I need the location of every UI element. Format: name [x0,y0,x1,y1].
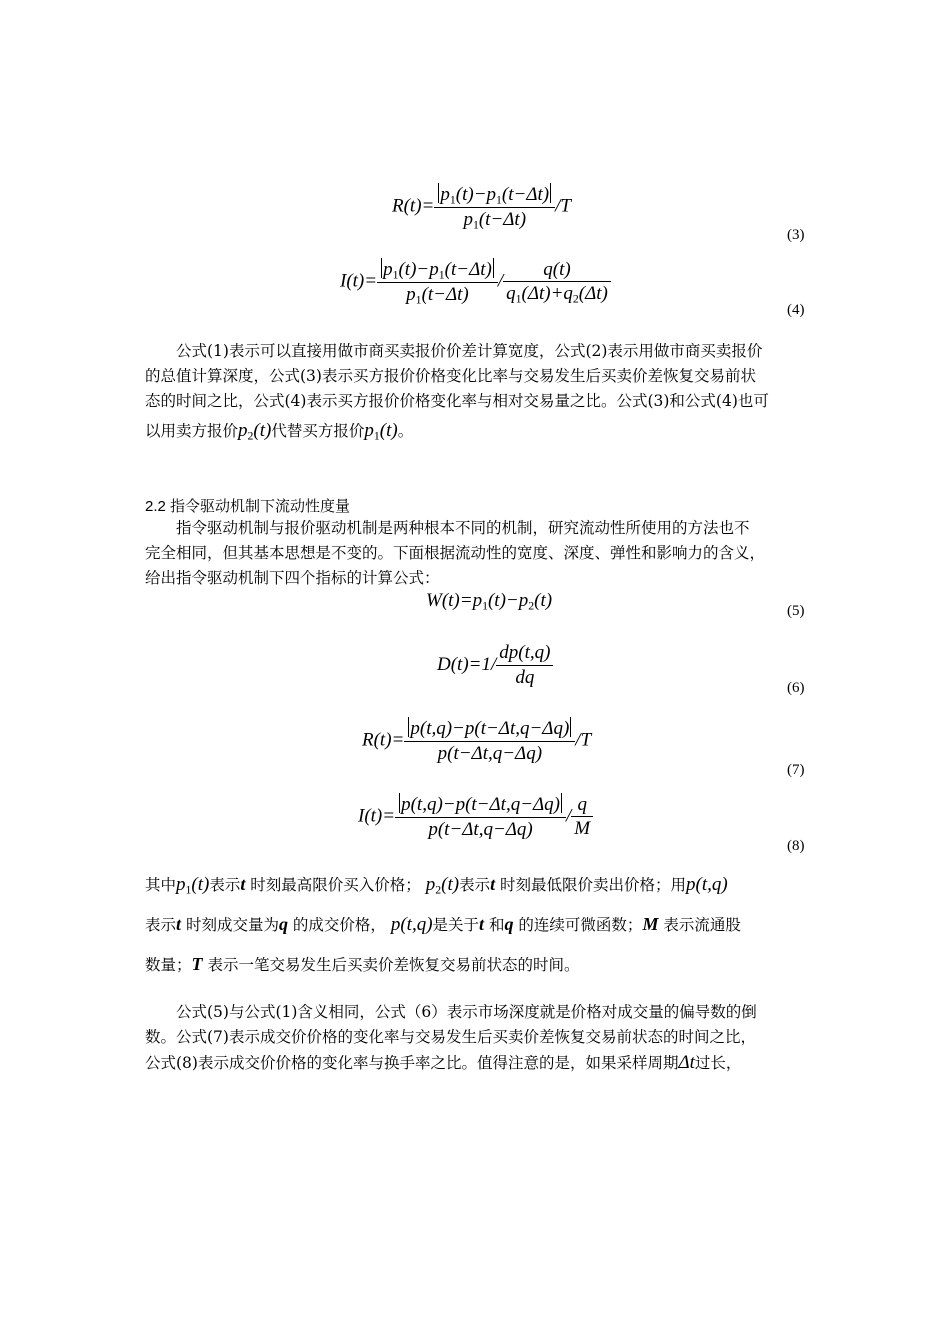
text-span: 以用卖方报价 [145,422,239,440]
equation-3: R(t)= $\frac{p_1(t)-p_1(t-\Delta t)}{p_1(t-\Delta t)}$ /T [392,184,571,232]
text-span: 表示流通股 [658,916,741,934]
equation-number-6: (6) [787,680,805,696]
inline-math-ptq: p(t,q) [390,914,433,935]
text-span: 表示 [209,876,241,894]
equation-6: D(t)=1/ $\frac{dp(t,q)}{dq}$ [437,642,553,690]
text-span: 的成交价格， [287,916,386,934]
paragraph-line: 公式(5)与公式(1)含义相同，公式（6）表示市场深度就是价格对成交量的偏导数的倒 [176,1003,757,1021]
paragraph-1 [145,339,817,444]
text-span: 和 [484,916,505,934]
paragraph-line: 指令驱动机制与报价驱动机制是两种根本不同的机制，研究流动性所使用的方法也不 [176,519,750,537]
paragraph-line: 态的时间之比，公式(4)表示买方报价价格变化率与相对交易量之比。公式(3)和公式(4)也可 [145,392,769,410]
paragraph-line: 的总值计算深度，公式(3)表示买方报价价格变化比率与交易发生后买卖价差恢复交易前状 [145,367,756,385]
inline-math-p2t: $p_2(t)$ [425,874,460,897]
text-span: 表示 [459,876,491,894]
equation-number-8: (8) [787,838,805,854]
paragraph-3 [145,1000,817,1076]
paragraph-line: 完全相同，但其基本思想是不变的。下面根据流动性的宽度、深度、弹性和影响力的含义， [145,544,766,562]
inline-math-t: t [490,874,496,894]
equation-number-7: (7) [787,762,805,778]
inline-math-p1t: $p_1(t)$ [364,420,398,443]
inline-math-M: M [642,914,659,934]
inline-math-ptq: p(t,q) [686,874,728,895]
inline-math-t: t [240,874,246,894]
text-span: 。 [397,422,414,440]
text-span: 表示 [145,916,177,934]
section-heading: 2.2 指令驱动机制下流动性度量 [145,498,351,515]
text-span: 表示一笔交易发生后买卖价差恢复交易前状态的时间。 [202,956,580,974]
paragraph-line: 公式(1)表示可以直接用做市商买卖报价价差计算宽度，公式(2)表示用做市商买卖报价 [176,342,763,360]
paragraph-line: 数。公式(7)表示成交价价格的变化率与交易发生后买卖价差恢复交易前状态的时间之比， [145,1028,756,1046]
inline-math-delta-t: Δt [678,1052,695,1073]
equation-number-4: (4) [787,302,805,318]
text-span: 代替买方报价 [271,422,365,440]
text-span: 过长， [694,1054,742,1072]
text-span: 公式(8)表示成交价价格的变化率与换手率之比。值得注意的是，如果采样周期 [145,1054,679,1072]
paragraph-line [145,418,817,444]
paragraph-2 [145,516,817,591]
paragraph-line [145,1050,817,1076]
definitions-line [145,873,817,896]
inline-math-q: q [278,914,288,934]
inline-math-q: q [504,914,514,934]
text-span: 时刻最高限价买入价格； [245,876,421,894]
inline-math-t: t [479,914,485,934]
text-span: 是关于 [432,916,480,934]
equation-number-3: (3) [787,227,805,243]
inline-math-p2t: $p_2(t)$ [238,420,272,443]
inline-math-T: T [191,954,203,974]
text-span: 数量； [145,956,192,974]
inline-math-t: t [176,914,182,934]
inline-math-p1t: $p_1(t)$ [176,874,210,897]
text-span: 时刻成交量为 [181,916,279,934]
equation-8: I(t)= $\frac{p(t,q)-p(t-\Delta t,q-\Delta q)}{p(t-\Delta t,q-\Delta q)}$ / $\frac{q}{M}$ [358,793,593,842]
definitions-line [145,953,817,976]
text-span: 的连续可微函数； [513,916,643,934]
equation-number-5: (5) [787,603,805,619]
text-span: 时刻最低限价卖出价格；用 [495,876,687,894]
equation-4: I(t)= $\frac{p_1(t)-p_1(t-\Delta t)}{p_1(t-\Delta t)}$ / $\frac{q(t)}{q_1(\Delta t)+q_2(\Delta t)}$ [340,258,611,307]
definitions-line [145,913,817,936]
equation-7: R(t)= $\frac{p(t,q)-p(t-\Delta t,q-\Delta q)}{p(t-\Delta t,q-\Delta q)}$ /T [362,718,592,764]
equation-5: $W(t)=p_1(t)-p_2(t)$ [426,590,553,613]
paragraph-line: 给出指令驱动机制下四个指标的计算公式： [145,569,440,587]
text-span: 其中 [145,876,177,894]
definitions [145,873,817,976]
